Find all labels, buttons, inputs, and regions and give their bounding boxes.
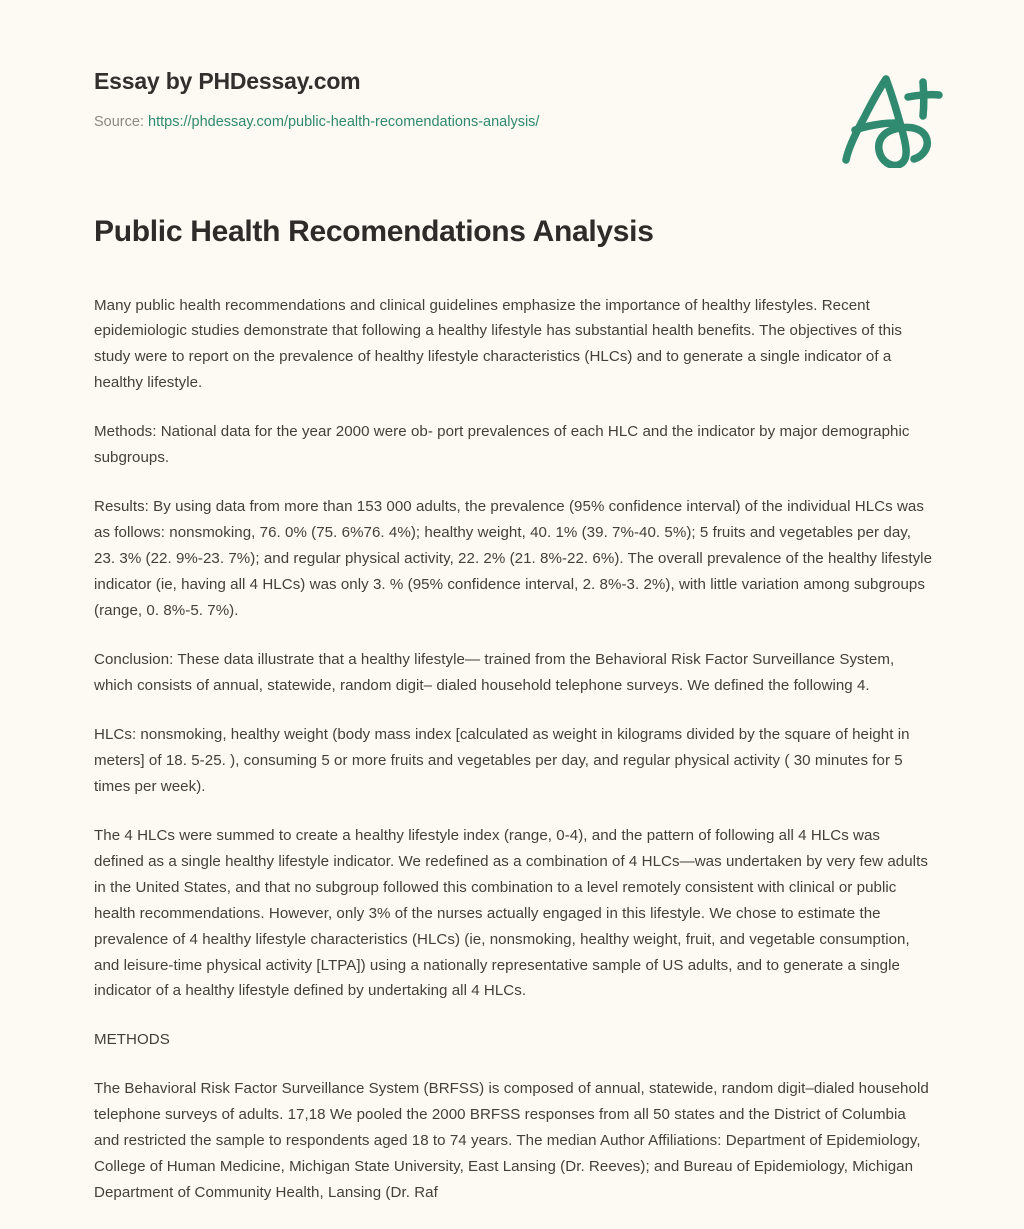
paragraph-conclusion: Conclusion: These data illustrate that a healthy lifestyle— trained from the Behavioral Risk Factor Surveillance System, which consists of annual, statewide, random digit– dialed household telephone surveys. We defined the following 4.	[94, 650, 895, 694]
article	[94, 213, 934, 1229]
paragraph-hlc-definition: HLCs: nonsmoking, healthy weight (body mass index [calculated as weight in kilograms divided by the square of height in meters] of 18. 5-25. ), consuming 5 or more fruits and vegetables per day, and regular physical activity ( 30 minutes for 5 times per week).	[94, 725, 910, 795]
paragraph-methods-brief: Methods: National data for the year 2000 were ob- port prevalences of each HLC and the indicator by major demographic subgroups.	[94, 423, 910, 467]
a-plus-logo	[834, 64, 946, 168]
paragraph-index: The 4 HLCs were summed to create a healthy lifestyle index (range, 0-4), and the pattern of following all 4 HLCs was defined as a single healthy lifestyle indicator. We redefined as a combination of 4 HLCs—was undertaken by very few adults in the United States, and that no subgroup followed this combination to a level remotely consistent with clinical or public health recommendations. However, only 3% of the nurses actually engaged in this lifestyle. We chose to estimate the prevalence of 4 healthy lifestyle characteristics (HLCs) (ie, nonsmoking, healthy weight, fruit, and vegetable consumption, and leisure-time physical activity [LTPA]) using a nationally representative sample of US adults, and to generate a single indicator of a healthy lifestyle defined by undertaking all 4 HLCs.	[94, 826, 928, 1000]
brand-title: Essay by PHDessay.com	[94, 68, 361, 94]
paragraph-brfss: The Behavioral Risk Factor Surveillance System (BRFSS) is composed of annual, statewide, random digit–dialed household telephone surveys of adults. 17,18 We pooled the 2000 BRFSS responses from all 50 states and the District of Columbia and restricted the sample to respondents aged 18 to 74 years. The median Author Affiliations: Department of Epidemiology, College of Human Medicine, Michigan State University, East Lansing (Dr. Reeves); and Bureau of Epidemiology, Michigan Department of Community Health, Lansing (Dr. Raf	[94, 1080, 929, 1202]
source-line	[94, 113, 944, 132]
page-title: Public Health Recomendations Analysis	[94, 215, 654, 248]
source-label: Source:	[94, 113, 144, 130]
paragraph-results: Results: By using data from more than 153 000 adults, the prevalence (95% confidence interval) of the individual HLCs was as follows: nonsmoking, 76. 0% (75. 6%76. 4%); healthy weight, 40. 1% (39. 7%-40. 5%); 5 fruits and vegetables per day, 23. 3% (22. 9%-23. 7%); and regular physical activity, 22. 2% (21. 8%-22. 6%). The overall prevalence of the healthy lifestyle indicator (ie, having all 4 HLCs) was only 3. % (95% confidence interval, 2. 8%-3. 2%), with little variation among subgroups (range, 0. 8%-5. 7%).	[94, 498, 933, 620]
article-body	[94, 293, 934, 1207]
source-url-link[interactable]: https://phdessay.com/public-health-recomendations-analysis/	[148, 113, 540, 130]
section-heading-methods: METHODS	[94, 1031, 170, 1049]
paragraph-abstract: Many public health recommendations and clinical guidelines emphasize the importance of healthy lifestyles. Recent epidemiologic studies demonstrate that following a healthy lifestyle has substantial health benefits. The objectives of this study were to report on the prevalence of healthy lifestyle characteristics (HLCs) and to generate a single indicator of a healthy lifestyle.	[94, 296, 903, 392]
a-plus-logo-icon	[834, 64, 946, 168]
